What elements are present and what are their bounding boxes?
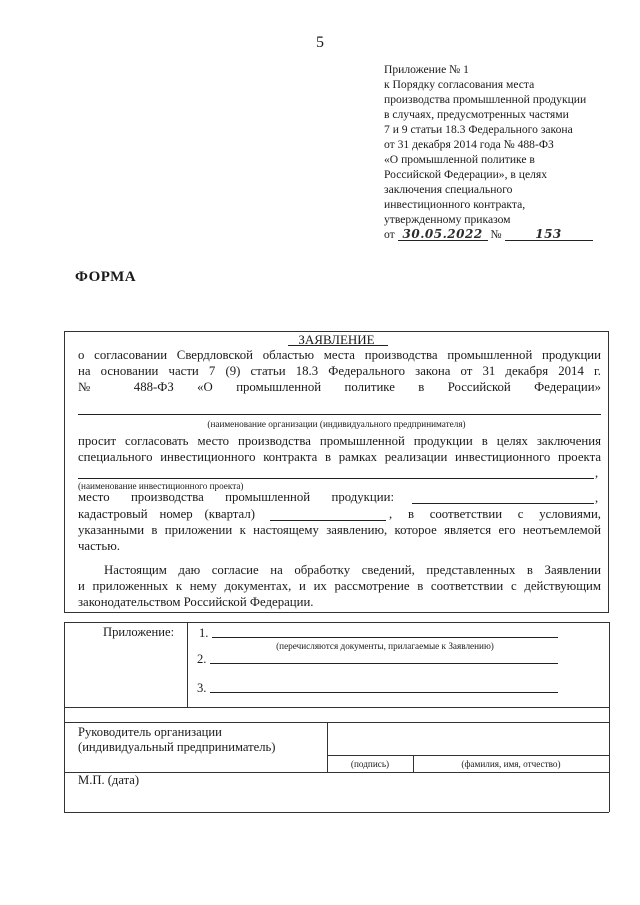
cadastral-field[interactable] — [270, 520, 386, 521]
table-bottom-border — [64, 812, 609, 813]
table-left-border — [64, 622, 65, 812]
attachments-caption: (перечисляются документы, прилагаемые к Заявлению) — [276, 641, 494, 651]
signature-caption: (подпись) — [350, 759, 390, 769]
attachments-divider — [187, 622, 188, 707]
intro-line: № 488-ФЗ «О промышленной политике в Российской Федерации» — [78, 380, 601, 394]
place-field[interactable] — [412, 503, 594, 504]
attachment-number: 3. — [197, 681, 207, 695]
appendix-line: «О промышленной политике в — [384, 153, 535, 166]
appendix-line: к Порядку согласования места — [384, 78, 535, 91]
conditions-line: указанными в приложении к настоящему заявлению, которое является его неотъемлемой — [78, 523, 601, 537]
appendix-line: 7 и 9 статьи 18.3 Федерального закона — [384, 123, 573, 136]
conditions-line: частью. — [78, 539, 120, 553]
full-name-caption: (фамилия, имя, отчество) — [461, 759, 561, 769]
request-line: просит согласовать место производства промышленной продукции в целях заключения — [78, 434, 601, 448]
cadastral-label: кадастровый номер (квартал) — [78, 507, 255, 521]
consent-line: законодательством Российской Федерации. — [78, 595, 314, 609]
attachment-number: 1. — [199, 626, 209, 640]
attachment-number: 2. — [197, 652, 207, 666]
intro-line: о согласовании Свердловской областью места производства промышленной продукции — [78, 348, 601, 362]
trailing-comma: , — [595, 466, 599, 480]
appendix-line: Приложение № 1 — [384, 63, 469, 76]
place-comma: , — [595, 491, 599, 505]
appendix-line: заключения специального — [384, 183, 513, 196]
appendix-line: от 31 декабря 2014 года № 488-ФЗ — [384, 138, 554, 151]
consent-line: и приложенных к нему документах, и их рассмотрение в соответствии с действующим — [78, 579, 601, 593]
request-line: специального инвестиционного контракта в рамках реализации инвестиционного проекта — [78, 450, 601, 464]
number-prefix: № — [490, 228, 502, 241]
place-label: место производства промышленной продукции: — [78, 490, 394, 504]
org-name-field[interactable] — [78, 414, 601, 415]
head-line-2: (индивидуальный предприниматель) — [78, 740, 276, 754]
appendix-line: производства промышленной продукции — [384, 93, 587, 106]
handwritten-number: 153 — [505, 228, 593, 241]
appendix-header — [384, 62, 593, 242]
attachments-bottom-border — [64, 707, 609, 708]
attachments-label: Приложение: — [103, 625, 175, 639]
page-number: 5 — [316, 34, 324, 51]
appendix-line: Российской Федерации», в целях — [384, 168, 548, 181]
attachment-field-2[interactable] — [210, 663, 558, 664]
date-prefix: от — [384, 228, 395, 241]
application-title: ЗАЯВЛЕНИЕ — [298, 332, 375, 347]
signature-field[interactable] — [330, 730, 410, 752]
order-date-line — [384, 227, 593, 242]
org-caption: (наименование организации (индивидуального предпринимателя) — [207, 419, 466, 429]
project-caption: (наименование инвестиционного проекта) — [78, 481, 244, 491]
attachment-field-3[interactable] — [210, 692, 558, 693]
table-top-border — [64, 622, 609, 623]
intro-line: на основании части 7 (9) статьи 18.3 Федерального закона от 31 декабря 2014 г. — [78, 364, 601, 378]
stamp-top-border — [64, 772, 609, 773]
head-line-1: Руководитель организации — [78, 725, 222, 739]
signature-field-line — [327, 755, 609, 756]
title-underline — [288, 345, 388, 346]
handwritten-date: 30.05.2022 — [398, 228, 488, 241]
appendix-line: в случаях, предусмотренных частями — [384, 108, 569, 121]
form-label: ФОРМА — [75, 269, 137, 285]
signature-top-border — [64, 722, 609, 723]
full-name-field[interactable] — [416, 730, 606, 752]
attachment-field-1[interactable] — [212, 637, 558, 638]
table-right-border — [609, 622, 610, 812]
appendix-line: утвержденному приказом — [384, 213, 511, 226]
appendix-line: инвестиционного контракта, — [384, 198, 526, 211]
project-name-field[interactable] — [78, 478, 594, 479]
cadastral-suffix: , в соответствии с условиями, — [389, 507, 601, 521]
consent-line: Настоящим даю согласие на обработку сведений, представленных в Заявлении — [104, 563, 601, 577]
stamp-date-label: М.П. (дата) — [78, 773, 140, 787]
